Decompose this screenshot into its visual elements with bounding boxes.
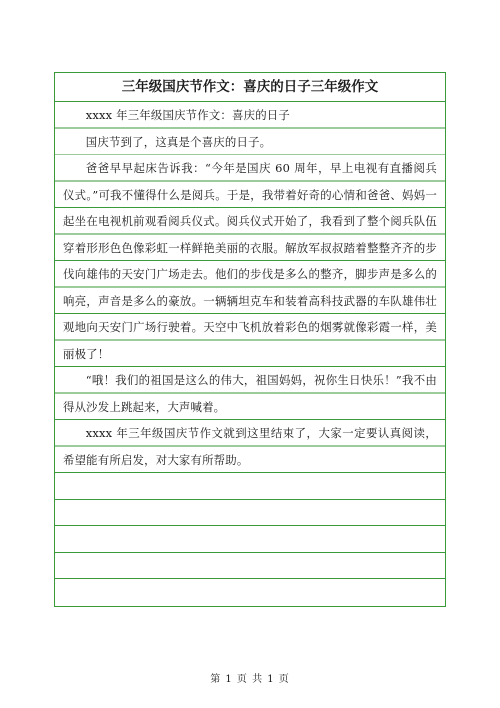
paragraph-3: “哦！我们的祖国是这么的伟大，祖国妈妈，祝你生日快乐！”我不由得从沙发上跳起来，大声喊着。 (55, 367, 445, 420)
blank-line (55, 553, 445, 580)
blank-ruled-lines (55, 473, 445, 606)
blank-line (55, 579, 445, 606)
blank-line (55, 526, 445, 553)
blank-line (55, 500, 445, 527)
paragraph-4: xxxx 年三年级国庆节作文就到这里结束了，大家一定要认真阅读，希望能有所启发，对大家有所帮助。 (55, 420, 445, 473)
blank-line (55, 473, 445, 500)
paragraph-2: 爸爸早早起床告诉我：“今年是国庆 60 周年，早上电视有直播阅兵仪式。”可我不懂得什么是阅兵。于是，我带着好奇的心情和爸爸、妈妈一起坐在电视机前观看阅兵仪式。阅兵仪式开始了，我看到了整个阅兵队伍穿着形形色色像彩虹一样鲜艳美丽的衣服。解放军叔叔踏着整整齐齐的步伐向雄伟的天安门广场走去。他们的步伐是多么的整齐，脚步声是多么的响亮，声音是多么的豪放。一辆辆坦克车和装着高科技武器的车队雄伟壮观地向天安门广场行驶着。天空中飞机放着彩色的烟雾就像彩霞一样，美丽极了！ (55, 155, 445, 367)
paragraph-1: 国庆节到了，这真是个喜庆的日子。 (55, 129, 445, 156)
document-title: 三年级国庆节作文：喜庆的日子三年级作文 (55, 73, 445, 102)
page-footer: 第 1 页 共 1 页 (210, 674, 290, 685)
paragraph-subtitle: xxxx 年三年级国庆节作文：喜庆的日子 (55, 102, 445, 129)
lined-paper (54, 72, 446, 607)
